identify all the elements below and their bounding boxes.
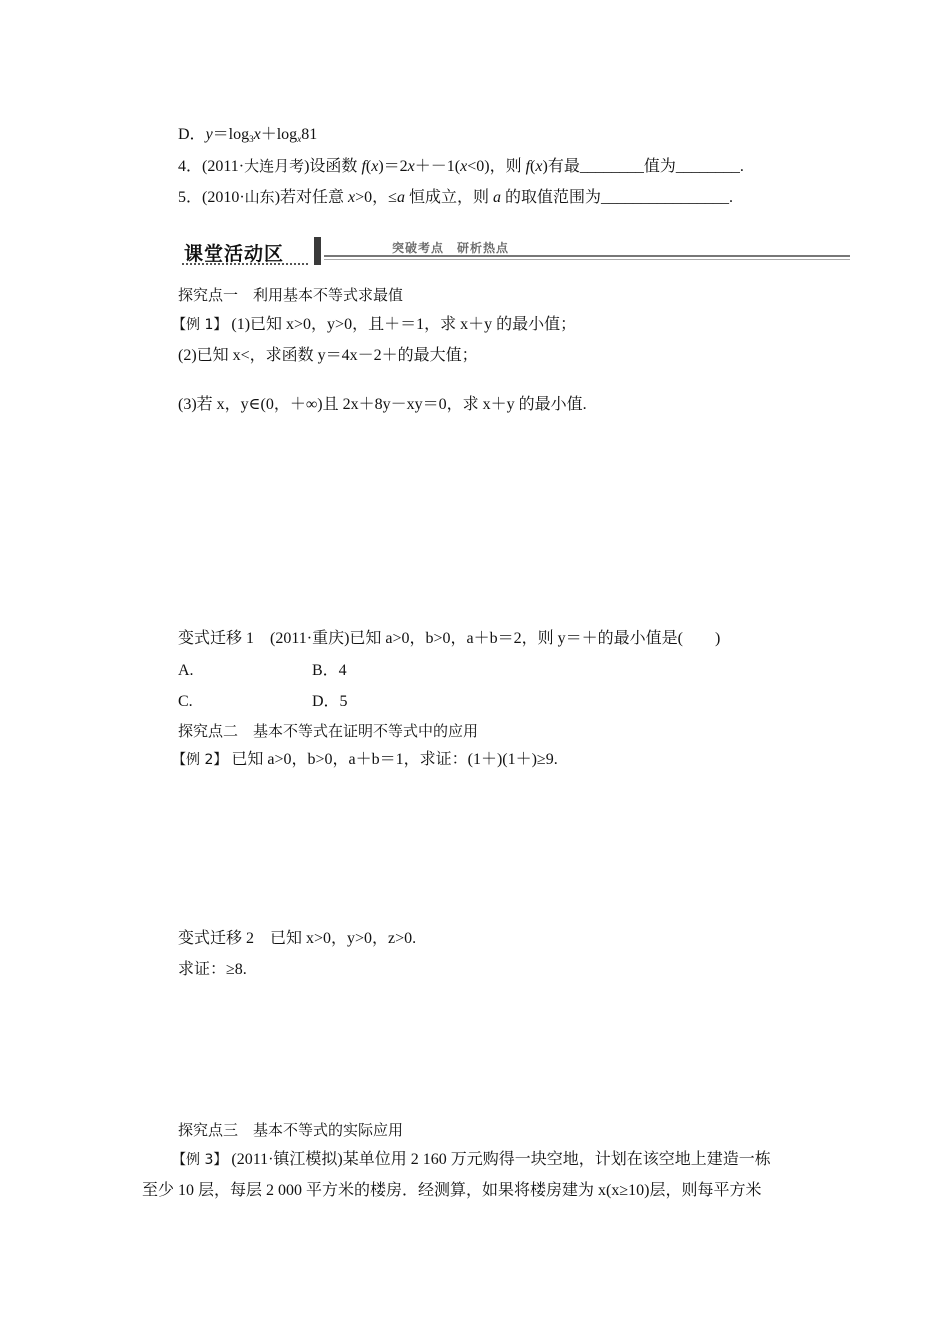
var: x <box>407 158 415 175</box>
text: ( <box>530 158 536 175</box>
text: 的取值范围为________________. <box>500 189 733 206</box>
example-1-line-2: (2)已知 x<，求函数 y＝4x－2＋的最大值； <box>178 347 478 364</box>
text: 恒成立，则 <box>404 189 493 206</box>
var: a <box>492 189 501 206</box>
text: )设函数 <box>304 158 362 175</box>
question-4 <box>178 156 744 177</box>
example-text: (1)已知 x>0，y>0，且＋＝1，求 x＋y 的最小值； <box>231 316 577 333</box>
example-1-line-3: (3)若 x，y∈(0，＋∞)且 2x＋8y－xy＝0，求 x＋y 的最小值. <box>178 396 587 413</box>
variant-1-option-b: B．4 <box>312 662 347 679</box>
var: f <box>525 158 531 175</box>
banner-rule-thin <box>324 259 850 260</box>
text: )有最________值为________. <box>542 158 744 175</box>
var: f <box>361 158 366 175</box>
var: y <box>205 126 213 143</box>
example-tag: 【例 2】 <box>172 752 228 768</box>
text: 81 <box>301 126 318 143</box>
subscript: x <box>297 134 302 144</box>
var: x <box>371 158 379 175</box>
var: a <box>396 189 405 206</box>
variant-1-option-d: D．5 <box>312 693 348 710</box>
text: ＋－1( <box>414 158 461 175</box>
variant-1-option-a: A. <box>178 662 194 679</box>
text: 4．(2011· <box>178 158 245 175</box>
example-text: (2011·镇江模拟)某单位用 2 160 万元购得一块空地，计划在该空地上建造一栋 <box>231 1151 771 1168</box>
text: ＝log <box>212 126 250 143</box>
subscript: 3 <box>249 134 254 144</box>
option-label: D． <box>178 126 206 143</box>
text: 5．(2010· <box>178 189 245 206</box>
section-heading-1: 探究点一 利用基本不等式求最值 <box>178 286 404 304</box>
example-tag: 【例 3】 <box>172 1152 228 1168</box>
question-5 <box>178 187 733 208</box>
source: 山东 <box>244 188 275 206</box>
text: )＝2 <box>378 158 408 175</box>
variant-1: 变式迁移 1 (2011·重庆)已知 a>0，b>0，a＋b＝2，则 y＝＋的最小值是( ) <box>178 630 721 647</box>
var: x <box>460 158 468 175</box>
banner-title: 课堂活动区 <box>184 243 285 265</box>
example-tag: 【例 1】 <box>172 317 228 333</box>
var: x <box>535 158 543 175</box>
text: ( <box>365 158 372 175</box>
source: 大连月考 <box>244 157 305 175</box>
example-2 <box>172 750 558 770</box>
option-d-line <box>178 125 317 149</box>
variant-2: 变式迁移 2 已知 x>0，y>0，z>0. <box>178 930 417 947</box>
variant-1-option-c: C. <box>178 693 193 710</box>
var: x <box>253 126 261 143</box>
text: >0，≤ <box>355 189 397 206</box>
section-heading-3: 探究点三 基本不等式的实际应用 <box>178 1121 404 1139</box>
example-3-line-1 <box>172 1150 771 1170</box>
example-3-line-2: 至少 10 层，每层 2 000 平方米的楼房．经测算，如果将楼房建为 x(x≥10)层，则每平方米 <box>142 1182 762 1199</box>
text: )若对任意 <box>274 189 349 206</box>
text: ＋log <box>260 126 298 143</box>
section-heading-2: 探究点二 基本不等式在证明不等式中的应用 <box>178 722 479 740</box>
example-1-line-1 <box>172 315 576 335</box>
var: x <box>348 189 356 206</box>
banner-dotted-underline <box>182 263 308 265</box>
banner-subtitle: 突破考点 研析热点 <box>392 241 510 255</box>
section-banner <box>178 234 850 268</box>
banner-separator-bar <box>314 237 321 265</box>
variant-2-proof: 求证：≥8. <box>178 961 247 978</box>
example-text: 已知 a>0，b>0，a＋b＝1，求证：(1＋)(1＋)≥9. <box>231 751 558 768</box>
text: <0)，则 <box>467 158 526 175</box>
